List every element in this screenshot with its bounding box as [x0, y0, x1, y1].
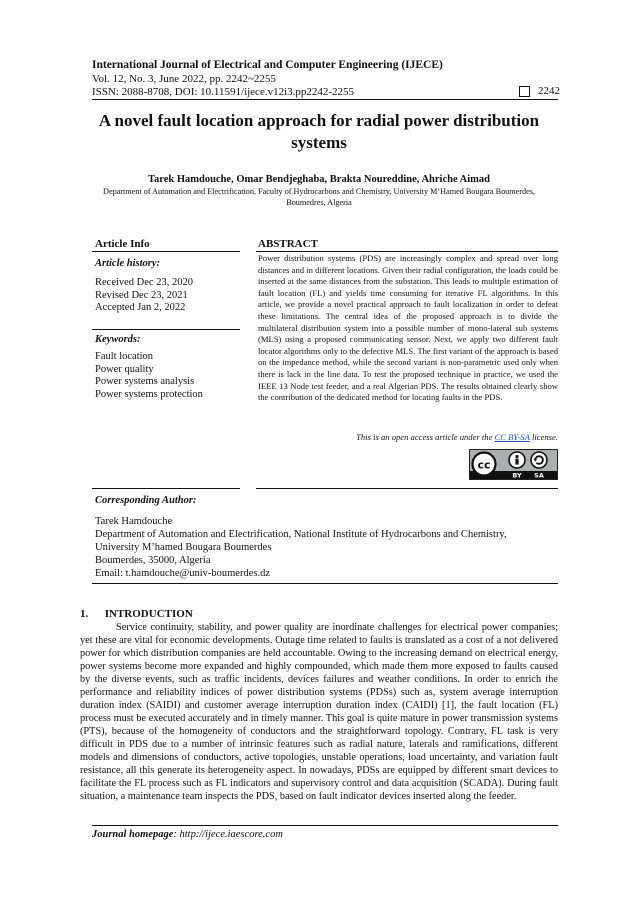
article-history-label: Article history:	[95, 258, 161, 269]
corresponding-author-label: Corresponding Author:	[95, 495, 197, 506]
corresponding-university: University M’hamed Bougara Boumerdes	[95, 542, 272, 553]
journal-volume: Vol. 12, No. 3, June 2022, pp. 2242~2255	[92, 73, 276, 85]
open-access-notice	[258, 432, 558, 442]
abstract-text: Power distribution systems (PDS) are increasingly complex and spread over long distances and in different locations. Given their radial configuration, the loads could be inserted at the same distances from the substation. This leads to multiple estimation of fault location (FL) and yields time consuming for iterative FL algorithms. In this article, we provide a novel practical approach to fault localization in order to defeat these limitations. The central idea of the proposed approach is to divide the multilateral distribution system into a possible number of mono-lateral sub systems (MLS) using a proposed communicating sensor. Next, we apply two different fault locator algorithms only to the defective MLS. The first variant of the approach is based on the impedance method, while the second variant is non-parametric used only when there is lack in the line data. To test the proposed technique in practice, we used the IEEE 13 Node test feeder, and a real Algerian PDS. The results obtained clearly show the contribution of the dedicated method for locating faults in the PDS.	[258, 253, 558, 403]
corresponding-email[interactable]: Email: t.hamdouche@univ-boumerdes.dz	[95, 568, 270, 579]
abstract-heading: ABSTRACT	[258, 238, 318, 250]
introduction-paragraph	[80, 621, 558, 803]
introduction-text: Service continuity, stability, and power quality are inordinate challenges for electrical power companies; yet these are vital for economic developments. Outage time related to faults is translated as a cost of a not delivered power for which distribution companies are held accountable. Owing to the increasing demand on electrical energy, power systems become more expanded and highly compounded, which made them more exposed to faults caused by the diverse events, such as traffic incidents, devices failures and weather conditions. In order to enrich the performance and reliability indices of power distribution systems (PDSs) such as, system average interruption duration index (SAIDI) and customer average interruption duration index (CAIDI) [1], the fault location (FL) process must be executed accurately and in timely manner. This goal is quite mature in power transmission systems (PTS), because of the homogeneity of conductors and the straightforward topology. Contrary, FL task is very difficult in PDS due to a number of intrinsic features such as radial nature, laterals and ramifications, different models and dimensions of conductors, active topologies, unstable operations, load uncertainty, and variation fault resistance, all this generate its heterogeneity aspect. In nowadays, PDSs are equipped by different smart devices to facilitate the FL process such as FL indicators and supervisory control and data acquisition (SCADA). During fault situation, a maintenance team inspects the PDS, based on fault indicator devices inserted along the feeder.	[80, 622, 558, 802]
keywords-rule	[92, 488, 240, 489]
homepage-label: Journal homepage	[92, 829, 174, 840]
corresponding-author-details	[95, 515, 507, 580]
history-revised: Revised Dec 23, 2021	[95, 289, 188, 301]
article-info-rule	[92, 251, 240, 252]
corresponding-address: Boumerdes, 35000, Algeria	[95, 555, 211, 566]
homepage-link[interactable]: http://ijece.iaescore.com	[179, 829, 283, 840]
open-access-prefix: This is an open access article under the	[356, 432, 495, 442]
badge-by-text: BY	[512, 471, 522, 479]
keyword-item: Fault location	[95, 351, 154, 362]
history-received: Received Dec 23, 2020	[95, 277, 193, 288]
abstract-bottom-rule	[256, 488, 558, 489]
paper-title: A novel fault location approach for radial power distribution systems	[98, 111, 540, 152]
article-history	[95, 277, 193, 315]
affiliation: Department of Automation and Electrification, Faculty of Hydrocarbons and Chemistry, University M’Hamed Bougara Boumerdes, Boumedres, Algeria	[103, 187, 535, 207]
keyword-item: Power quality	[95, 363, 154, 375]
journal-issn-doi: ISSN: 2088-8708, DOI: 10.11591/ijece.v12i3.pp2242-2255	[92, 86, 355, 98]
author-list: Tarek Hamdouche, Omar Bendjeghaba, Brakta Noureddine, Ahriche Aimad	[147, 174, 491, 185]
keywords-label: Keywords:	[95, 334, 141, 345]
svg-text:cc: cc	[477, 458, 491, 472]
keyword-item: Power systems analysis	[95, 376, 195, 387]
license-link[interactable]: CC BY-SA	[494, 432, 530, 442]
corresponding-name: Tarek Hamdouche	[95, 516, 173, 527]
corresponding-rule	[92, 583, 558, 584]
history-rule	[92, 329, 240, 330]
abstract-rule	[256, 251, 558, 252]
introduction-heading: 1. INTRODUCTION	[80, 608, 193, 620]
article-info-heading: Article Info	[95, 238, 150, 250]
open-access-suffix: license.	[529, 432, 558, 442]
footer-rule	[92, 825, 558, 826]
journal-homepage: Journal homepage: http://ijece.iaescore.com	[92, 829, 283, 840]
page-number: 2242	[538, 85, 560, 97]
keyword-item: Power systems protection	[95, 388, 203, 400]
cc-by-sa-badge-icon[interactable]	[469, 449, 558, 480]
history-accepted: Accepted Jan 2, 2022	[95, 302, 186, 313]
keyword-list	[95, 351, 203, 401]
cc-badge-graphic	[470, 450, 557, 479]
journal-name: International Journal of Electrical and Computer Engineering (IJECE)	[92, 59, 443, 71]
badge-sa-text: SA	[534, 471, 544, 479]
header-rule	[92, 99, 558, 100]
corresponding-department: Department of Automation and Electrification, National Institute of Hydrocarbons and Chemistry,	[95, 529, 507, 540]
square-icon	[519, 86, 530, 97]
